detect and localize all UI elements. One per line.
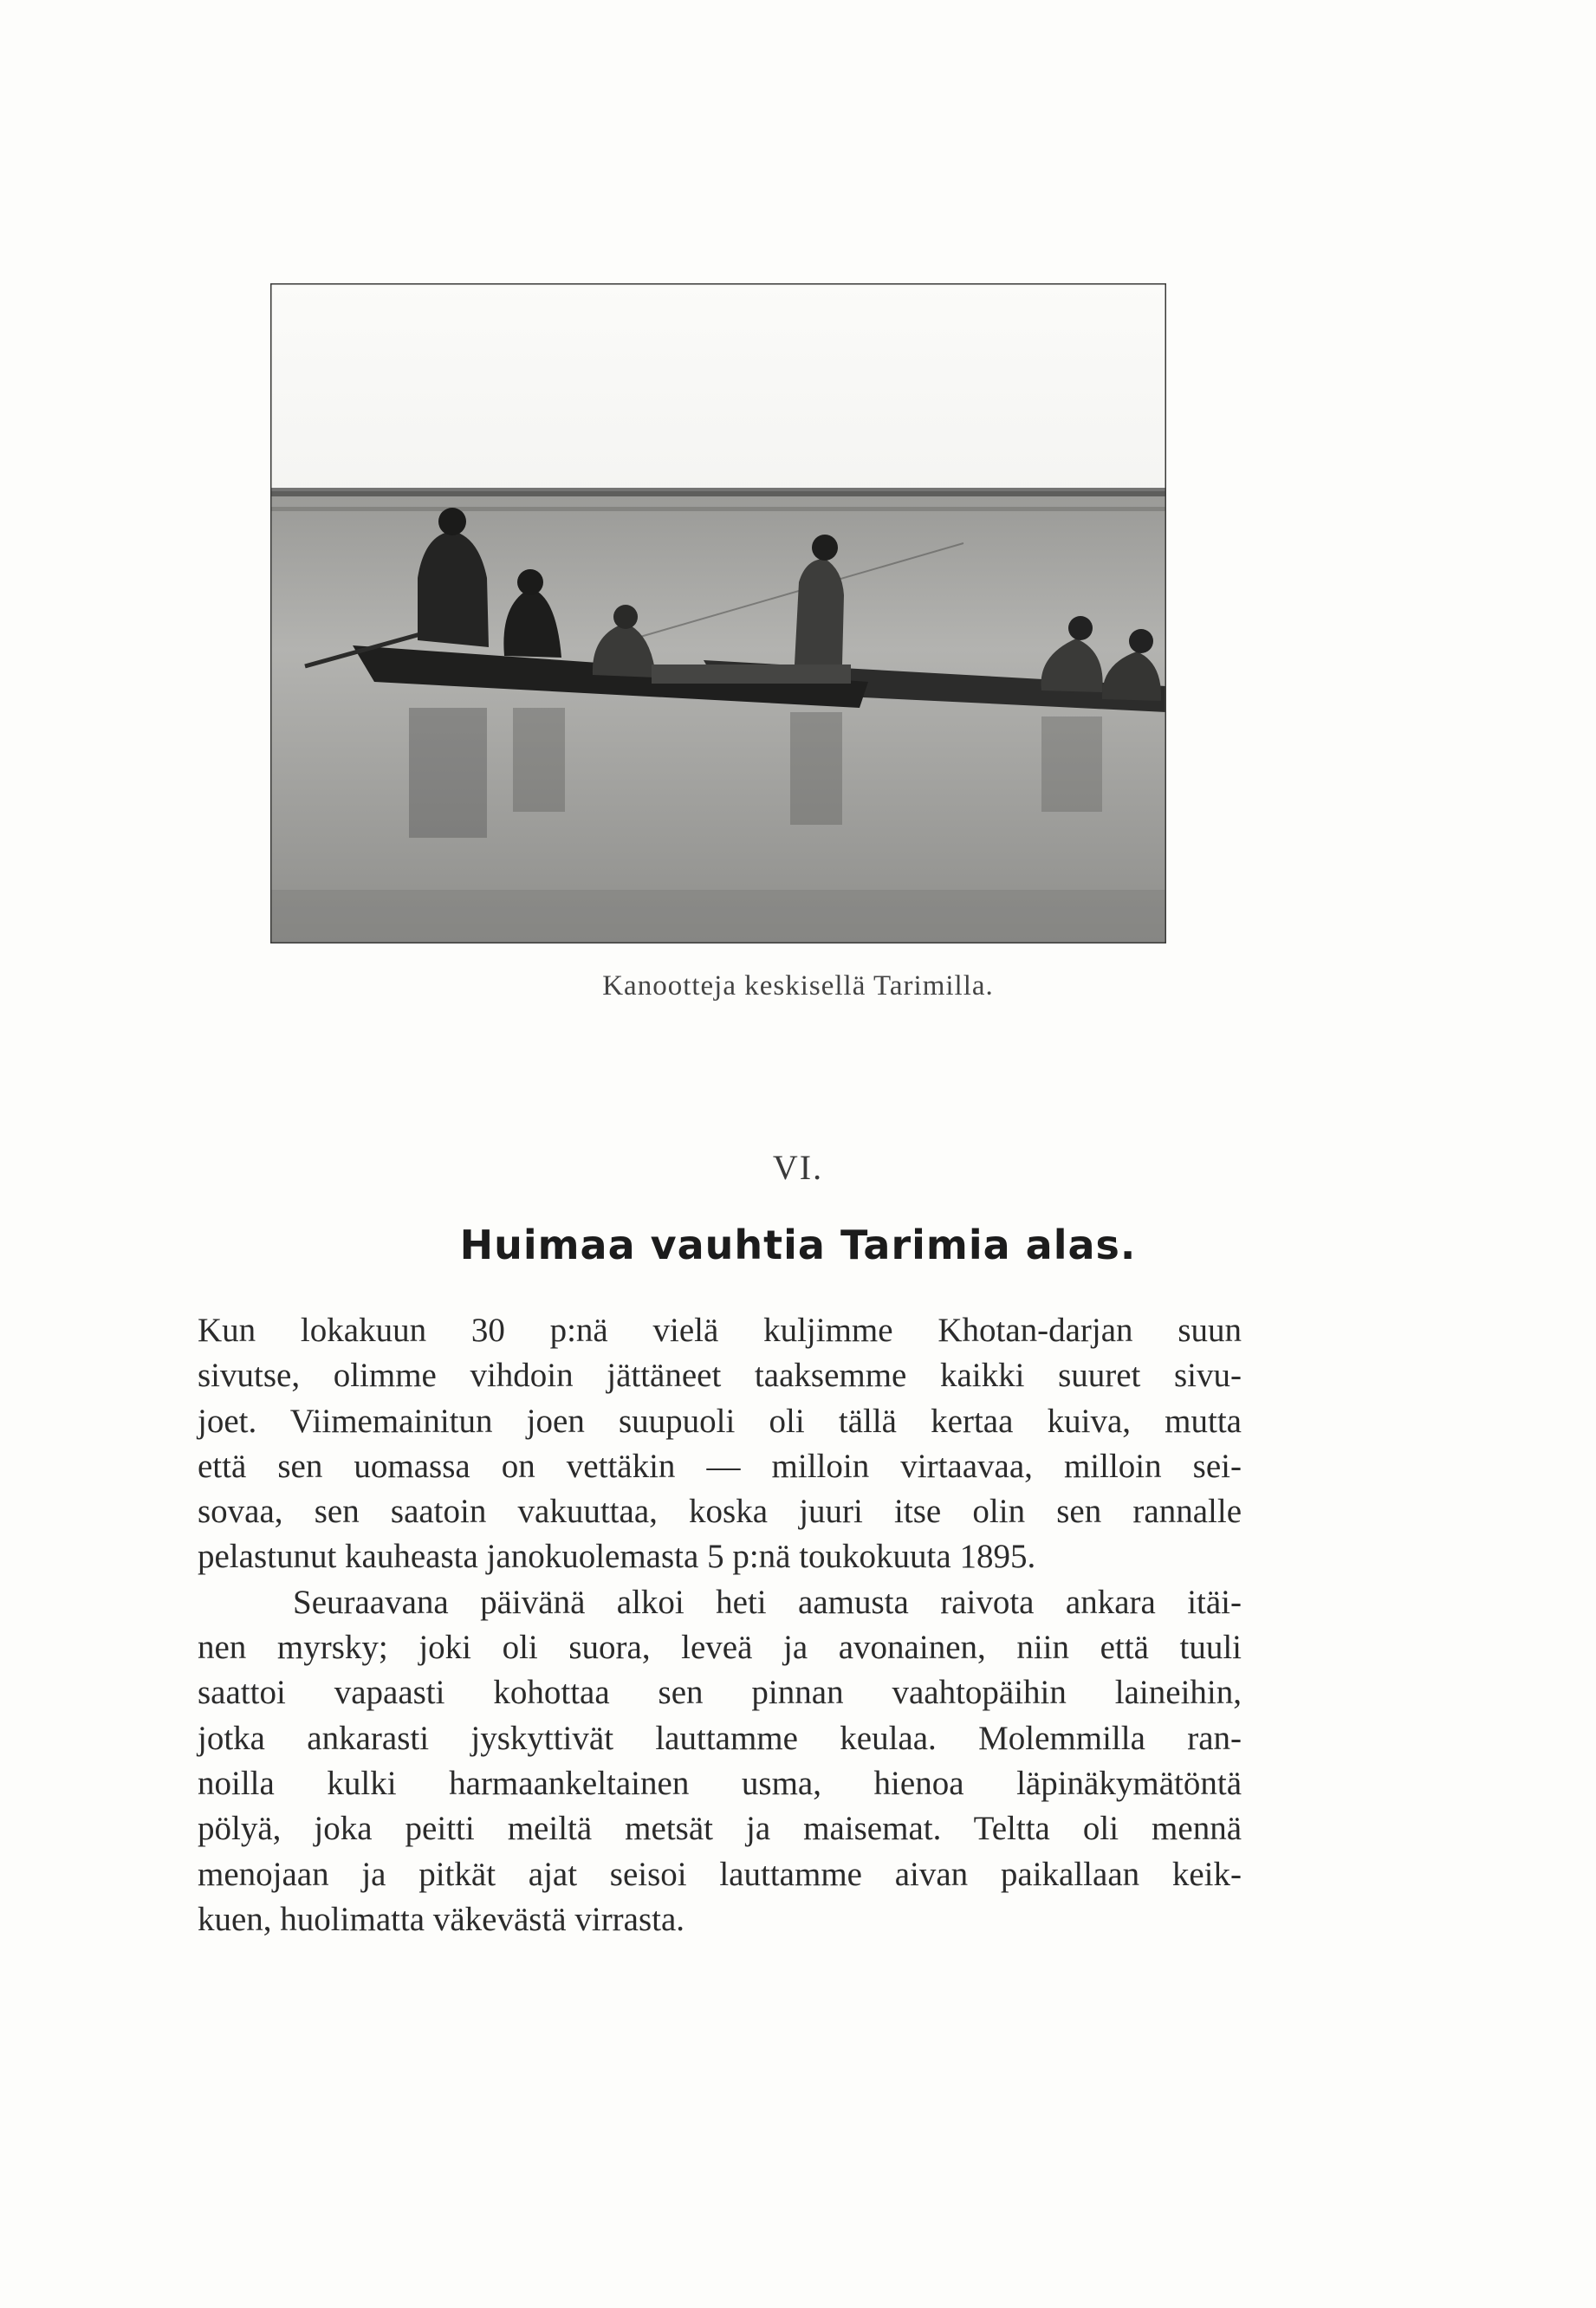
text-line: kuen, huolimatta väkevästä virrasta. — [198, 1900, 685, 1938]
canoes-photograph — [270, 283, 1166, 943]
chapter-title: Huimaa vauhtia Tarimia alas. — [459, 1222, 1137, 1268]
text-line: noilla kulki harmaankeltainen usma, hienoa läpinäkymätöntä — [198, 1764, 1242, 1802]
text-line: nen myrsky; joki oli suora, leveä ja avonainen, niin että tuuli — [198, 1629, 1242, 1667]
text-line: Seuraavana päivänä alkoi heti aamusta raivota ankara itäi- — [293, 1583, 1242, 1621]
text-line: sivutse, olimme vihdoin jättäneet taaksemme kaikki suuret sivu- — [198, 1357, 1242, 1395]
text-line: jotka ankarasti jyskyttivät lauttamme keulaa. Molemmilla ran- — [198, 1719, 1242, 1757]
text-line: menojaan ja pitkät ajat seisoi lauttamme aivan paikallaan keik- — [198, 1855, 1242, 1893]
text-line: että sen uomassa on vettäkin — milloin virtaavaa, milloin sei- — [198, 1447, 1242, 1485]
canoes-on-river-photograph-icon — [270, 283, 1166, 943]
text-line: sovaa, sen saatoin vakuuttaa, koska juuri itse olin sen rannalle — [198, 1493, 1242, 1531]
text-line: pölyä, joka peitti meiltä metsät ja maisemat. Teltta oli mennä — [198, 1810, 1242, 1848]
text-line: Kun lokakuun 30 p:nä vielä kuljimme Khotan-darjan suun — [198, 1312, 1242, 1349]
chapter-number: VI. — [772, 1148, 824, 1187]
text-line: joet. Viimemainitun joen suupuoli oli tällä kertaa kuiva, mutta — [198, 1402, 1242, 1440]
photo-caption: Kanootteja keskisellä Tarimilla. — [602, 970, 994, 1002]
text-line: saattoi vapaasti kohottaa sen pinnan vaahtopäihin laineihin, — [198, 1674, 1242, 1712]
text-line: pelastunut kauheasta janokuolemasta 5 p:nä toukokuuta 1895. — [198, 1538, 1036, 1576]
body-text — [198, 1308, 1242, 1942]
